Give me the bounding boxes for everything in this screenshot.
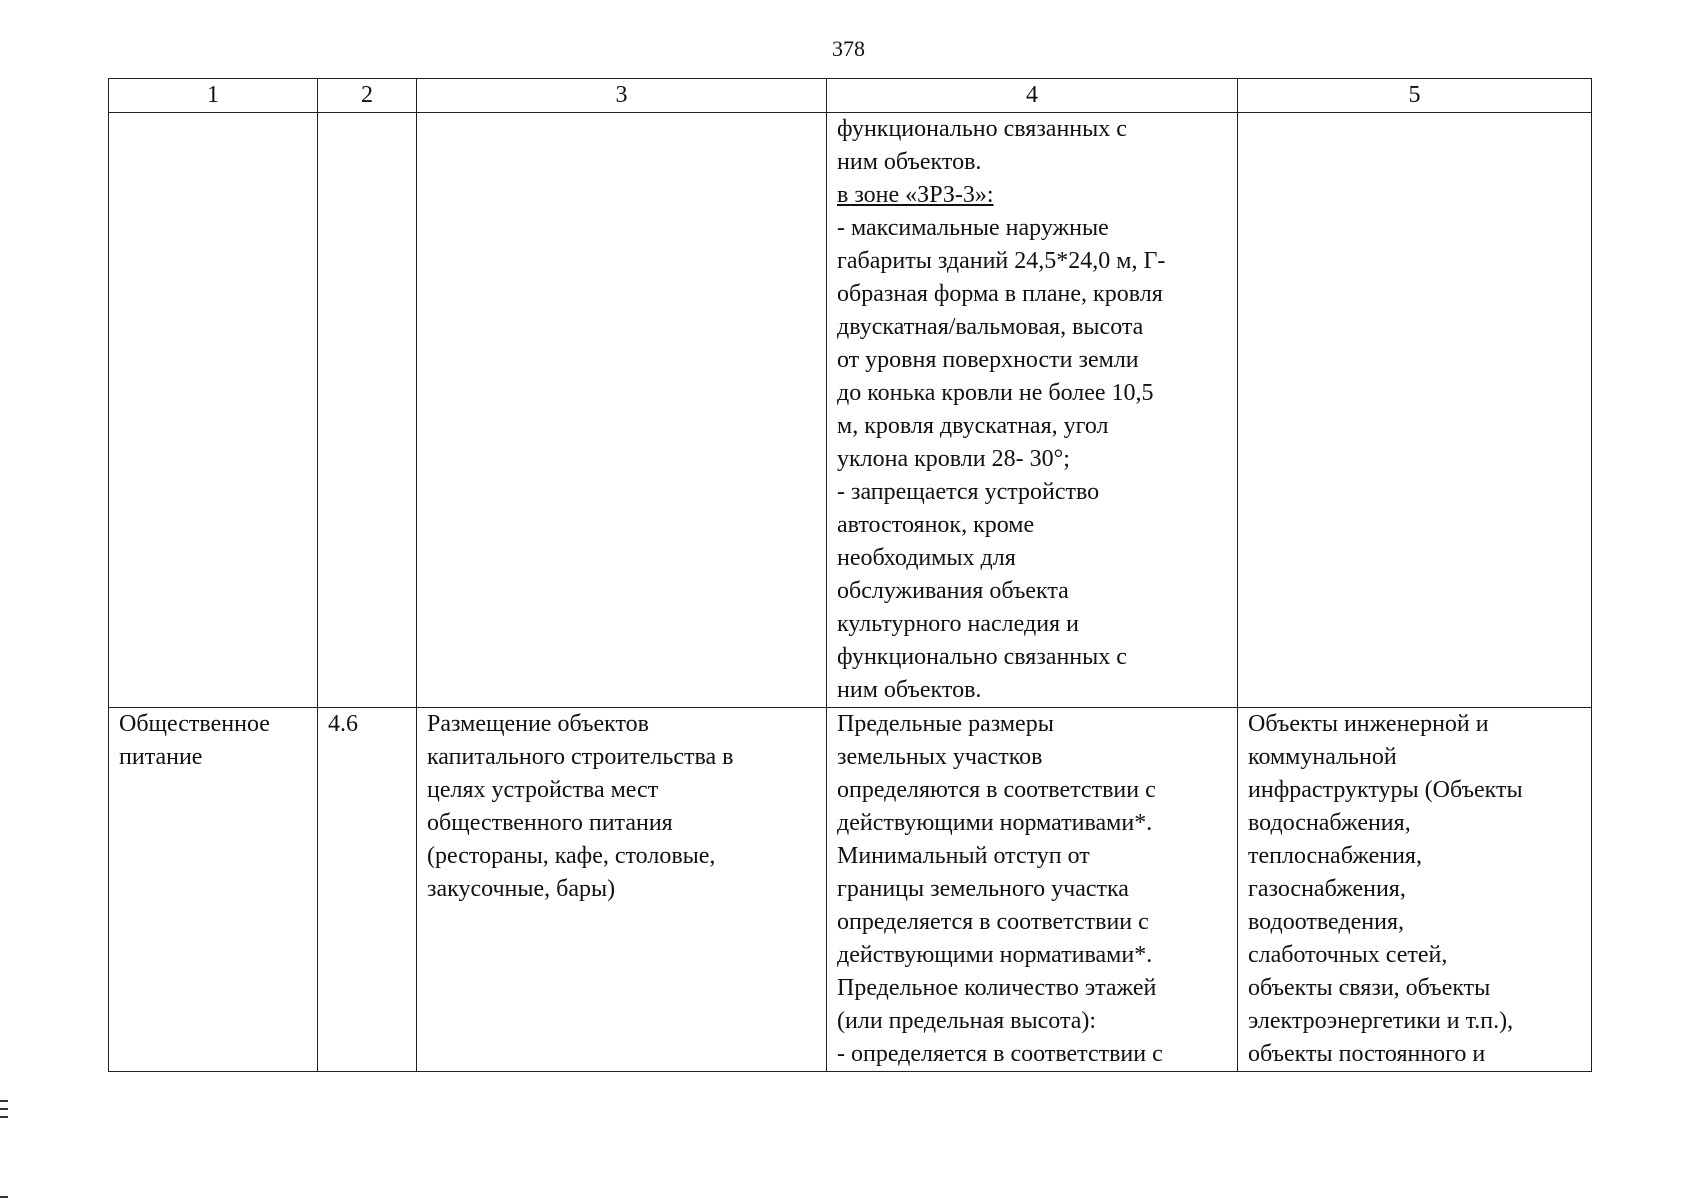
cell-empty	[109, 113, 318, 708]
text-line: - запрещается устройство	[837, 479, 1100, 505]
text-line: Предельное количество этажей	[837, 975, 1157, 1001]
zone-heading: в зоне «ЗРЗ-3»:	[837, 182, 994, 208]
header-cell-4: 4	[827, 79, 1238, 113]
text-line: ним объектов.	[837, 149, 982, 175]
table-header-row	[109, 79, 1592, 113]
cell-parameters	[827, 708, 1238, 1072]
text-line: автостоянок, кроме	[837, 512, 1035, 538]
table-row-public-catering	[109, 708, 1592, 1072]
header-cell-5: 5	[1238, 79, 1592, 113]
text-line: газоснабжения,	[1248, 876, 1406, 902]
text-line: габариты зданий 24,5*24,0 м, Г-	[837, 248, 1166, 274]
text-line: объекты связи, объекты	[1248, 975, 1491, 1001]
text-line: объекты постоянного и	[1248, 1041, 1486, 1067]
text-line: функционально связанных с	[837, 116, 1127, 142]
text-line: - определяется в соответствии с	[837, 1041, 1163, 1067]
land-use-table	[108, 78, 1592, 1072]
text-line: необходимых для	[837, 545, 1016, 571]
scan-mark	[0, 1116, 8, 1118]
text-line: культурного наследия и	[837, 611, 1079, 637]
text-line: инфраструктуры (Объекты	[1248, 777, 1523, 803]
cell-parameters-continued	[827, 113, 1238, 708]
text-line: закусочные, бары)	[427, 876, 616, 902]
text-line: образная форма в плане, кровля	[837, 281, 1163, 307]
text-line: функционально связанных с	[837, 644, 1127, 670]
text-line: капитального строительства в	[427, 744, 734, 770]
header-cell-2: 2	[318, 79, 417, 113]
cell-empty	[1238, 113, 1592, 708]
text-line: действующими нормативами*.	[837, 942, 1153, 968]
text-line: (или предельная высота):	[837, 1008, 1097, 1034]
cell-auxiliary-uses	[1238, 708, 1592, 1072]
cell-code: 4.6	[318, 708, 417, 1072]
text-line: действующими нормативами*.	[837, 810, 1153, 836]
cell-use-type	[109, 708, 318, 1072]
text-line: Общественное	[119, 711, 270, 737]
scan-mark	[0, 1108, 8, 1110]
text-line: Предельные размеры	[837, 711, 1054, 737]
cell-empty	[417, 113, 827, 708]
cell-description	[417, 708, 827, 1072]
text-line: обслуживания объекта	[837, 578, 1069, 604]
text-line: - максимальные наружные	[837, 215, 1109, 241]
header-cell-1: 1	[109, 79, 318, 113]
text-line: ним объектов.	[837, 677, 982, 703]
text-line: водоснабжения,	[1248, 810, 1411, 836]
text-line: коммунальной	[1248, 744, 1397, 770]
text-line: питание	[119, 744, 203, 770]
header-cell-3: 3	[417, 79, 827, 113]
text-line: Минимальный отступ от	[837, 843, 1090, 869]
text-line: общественного питания	[427, 810, 673, 836]
text-line: теплоснабжения,	[1248, 843, 1422, 869]
text-line: границы земельного участка	[837, 876, 1129, 902]
table-row-continuation	[109, 113, 1592, 708]
page-number: 378	[832, 36, 865, 61]
text-line: земельных участков	[837, 744, 1043, 770]
text-line: от уровня поверхности земли	[837, 347, 1139, 373]
cell-empty	[318, 113, 417, 708]
text-line: определяется в соответствии с	[837, 909, 1149, 935]
text-line: м, кровля двускатная, угол	[837, 413, 1109, 439]
text-line: целях устройства мест	[427, 777, 659, 803]
scan-mark	[0, 1196, 8, 1198]
text-line: определяются в соответствии с	[837, 777, 1156, 803]
text-line: Объекты инженерной и	[1248, 711, 1489, 737]
scan-mark	[0, 1100, 8, 1102]
text-line: (рестораны, кафе, столовые,	[427, 843, 716, 869]
text-line: электроэнергетики и т.п.),	[1248, 1008, 1514, 1034]
text-line: до конька кровли не более 10,5	[837, 380, 1154, 406]
text-line: двускатная/вальмовая, высота	[837, 314, 1144, 340]
text-line: водоотведения,	[1248, 909, 1404, 935]
text-line: уклона кровли 28- 30°;	[837, 446, 1070, 472]
text-line: Размещение объектов	[427, 711, 649, 737]
text-line: слаботочных сетей,	[1248, 942, 1448, 968]
